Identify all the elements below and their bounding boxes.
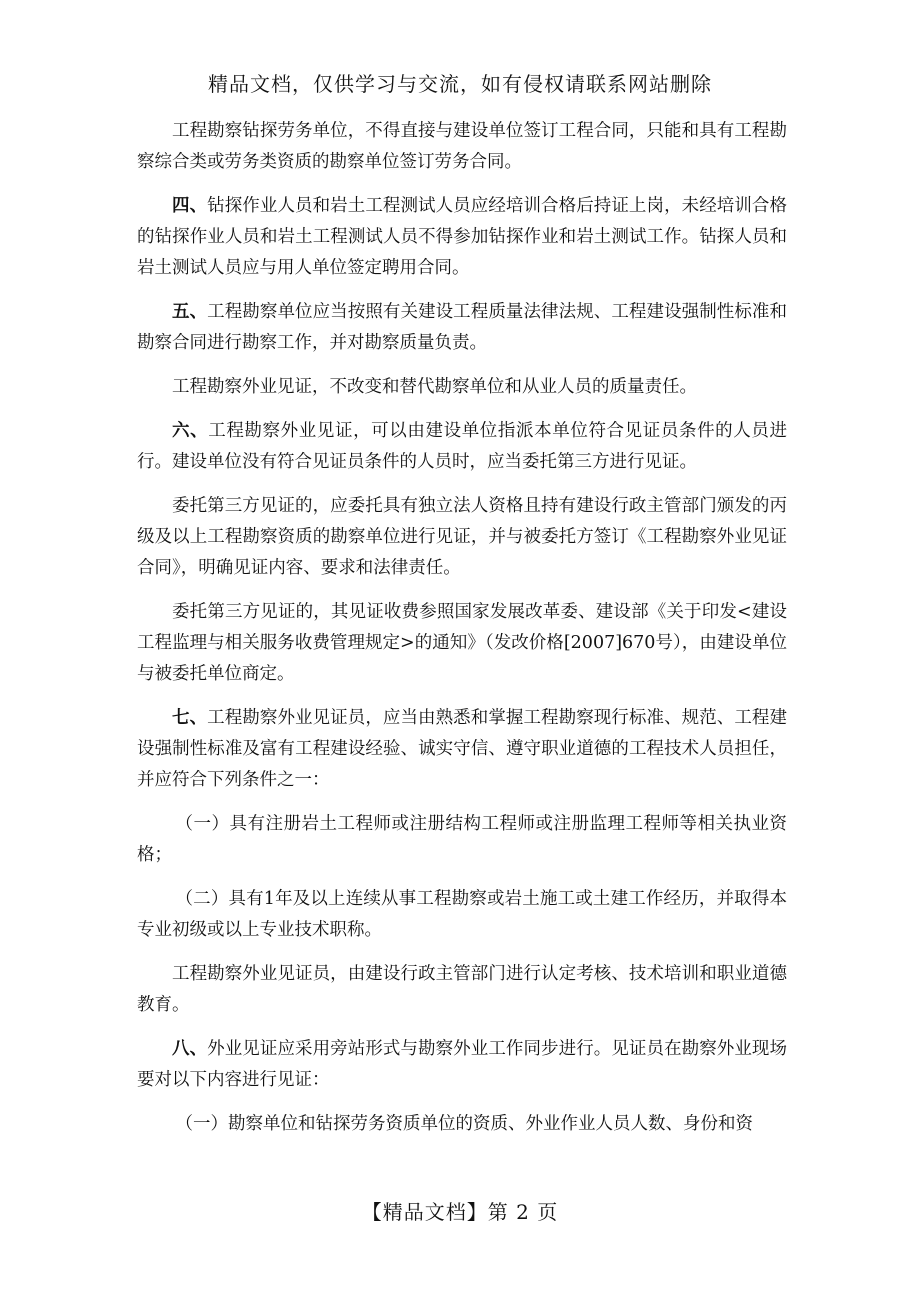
paragraph-text: 工程勘察外业见证员，应当由熟悉和掌握工程勘察现行标准、规范、工程建设强制性标准及富有工程建设经验、诚实守信、遵守职业道德的工程技术人员担任，并应符合下列条件之一： [137,708,788,790]
page-footer: 【精品文档】第 2 页 [361,1200,559,1224]
paragraph-lead: 八、 [172,1039,208,1059]
paragraph-text: 钻探作业人员和岩土工程测试人员应经培训合格后持证上岗，未经培训合格的钻探作业人员和岩土工程测试人员不得参加钻探作业和岩土测试工作。钻探人员和岩土测试人员应与用人单位签定聘用合同。 [137,196,788,278]
paragraph-text: 工程勘察外业见证，不改变和替代勘察单位和从业人员的质量责任。 [172,377,697,397]
paragraph-text: （一）勘察单位和钻探劳务资质单位的资质、外业作业人员人数、身份和资 [175,1114,753,1134]
paragraph-text: （一）具有注册岩土工程师或注册结构工程师或注册监理工程师等相关执业资格； [137,814,787,865]
paragraph-lead: 七、 [172,708,208,728]
paragraph [137,1034,787,1096]
paragraph [137,959,787,1021]
paragraph-lead: 五、 [172,302,208,322]
paragraph [137,416,787,478]
paragraph [137,116,787,178]
paragraph-lead: 四、 [172,196,208,216]
paragraph [137,372,787,403]
paragraph-lead: 六、 [172,421,209,441]
paragraph [137,191,787,284]
paragraph-text: 委托第三方见证的，其见证收费参照国家发展改革委、建设部《关于印发<建设工程监理与相关服务收费管理规定>的通知》（发改价格[2007]670号），由建设单位与被委托单位商定。 [137,602,787,684]
list-item [137,1109,787,1140]
paragraph-text: 外业见证应采用旁站形式与勘察外业工作同步进行。见证员在勘察外业现场要对以下内容进行见证： [137,1039,788,1090]
page-header: 精品文档，仅供学习与交流，如有侵权请联系网站删除 [208,72,712,96]
paragraph [137,491,787,584]
paragraph-text: 委托第三方见证的，应委托具有独立法人资格且持有建设行政主管部门颁发的丙级及以上工程勘察资质的勘察单位进行见证，并与被委托方签订《工程勘察外业见证合同》，明确见证内容、要求和法律责任。 [137,496,787,578]
paragraph-text: 工程勘察单位应当按照有关建设工程质量法律法规、工程建设强制性标准和勘察合同进行勘察工作，并对勘察质量负责。 [137,302,788,353]
paragraph [137,597,787,690]
paragraph-text: 工程勘察钻探劳务单位，不得直接与建设单位签订工程合同，只能和具有工程勘察综合类或劳务类资质的勘察单位签订劳务合同。 [137,121,787,172]
paragraph [137,703,787,796]
paragraph-text: （二）具有1年及以上连续从事工程勘察或岩土施工或土建工作经历，并取得本专业初级或以上专业技术职称。 [137,889,787,940]
paragraph-text: 工程勘察外业见证，可以由建设单位指派本单位符合见证员条件的人员进行。建设单位没有符合见证员条件的人员时，应当委托第三方进行见证。 [137,421,788,472]
list-item [137,809,787,871]
document-body [137,116,787,1153]
paragraph [137,297,787,359]
paragraph-text: 工程勘察外业见证员，由建设行政主管部门进行认定考核、技术培训和职业道德教育。 [137,964,787,1015]
list-item [137,884,787,946]
